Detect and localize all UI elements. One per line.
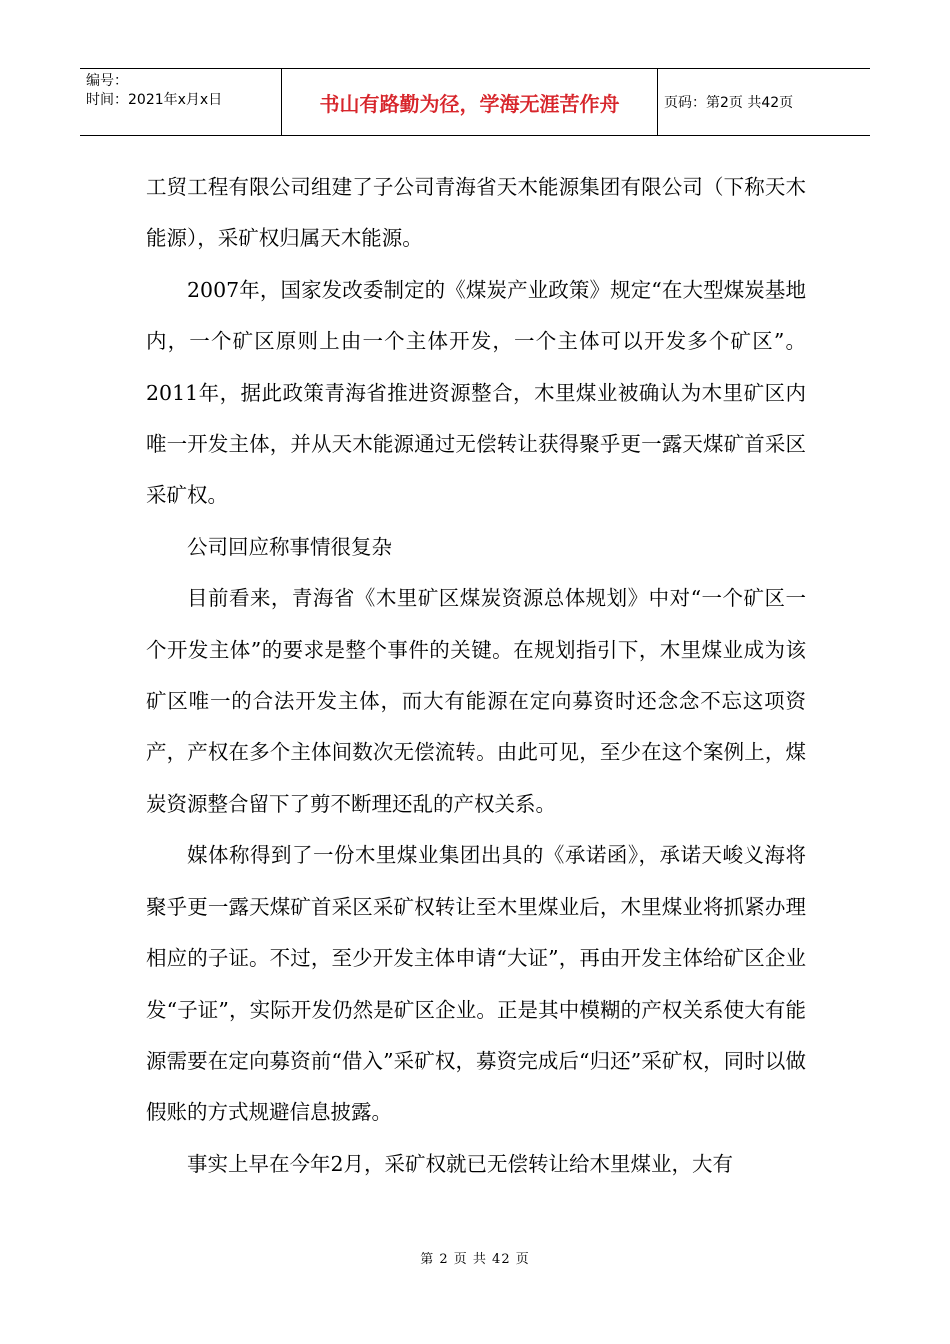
paragraph: 目前看来，青海省《木里矿区煤炭资源总体规划》中对“一个矿区一个开发主体”的要求是整个事件的关键。在规划指引下，木里煤业成为该矿区唯一的合法开发主体，而大有能源在定向募资时还念念不忘这项资产，产权在多个主体间数次无偿流转。由此可见，至少在这个案例上，煤炭资源整合留下了剪不断理还乱的产权关系。 (146, 586, 806, 816)
paragraph: 工贸工程有限公司组建了子公司青海省天木能源集团有限公司（下称天木能源），采矿权归属天木能源。 (146, 175, 806, 251)
serial-number-label: 编号： (86, 73, 128, 89)
page-header (80, 68, 870, 136)
page-footer: 第 2 页 共 42 页 (420, 1252, 530, 1267)
paragraph: 事实上早在今年2月，采矿权就已无偿转让给木里煤业，大有 (187, 1151, 734, 1176)
paragraph: 2007年，国家发改委制定的《煤炭产业政策》规定“在大型煤炭基地内，一个矿区原则上由一个主体开发，一个主体可以开发多个矿区”。2011年，据此政策青海省推进资源整合，木里煤业被确认为木里矿区内唯一开发主体，并从天木能源通过无偿转让获得聚乎更一露天煤矿首采区采矿权。 (146, 277, 806, 508)
document-body (146, 162, 806, 1190)
header-motto: 书山有路勤为径，学海无涯苦作舟 (282, 69, 658, 135)
section-heading: 公司回应称事情很复杂 (187, 534, 392, 559)
paragraph: 媒体称得到了一份木里煤业集团出具的《承诺函》，承诺天峻义海将聚乎更一露天煤矿首采区采矿权转让至木里煤业后，木里煤业将抓紧办理相应的子证。不过，至少开发主体申请“大证”，再由开发主体给矿区企业发“子证”，实际开发仍然是矿区企业。正是其中模糊的产权关系使大有能源需要在定向募资前“借入”采矿权，募资完成后“归还”采矿权，同时以做假账的方式规避信息披露。 (146, 843, 806, 1125)
date-label: 时间：2021年x月x日 (86, 92, 223, 108)
header-page-info: 页码：第2页 共42页 (664, 95, 794, 111)
header-meta (80, 69, 282, 135)
